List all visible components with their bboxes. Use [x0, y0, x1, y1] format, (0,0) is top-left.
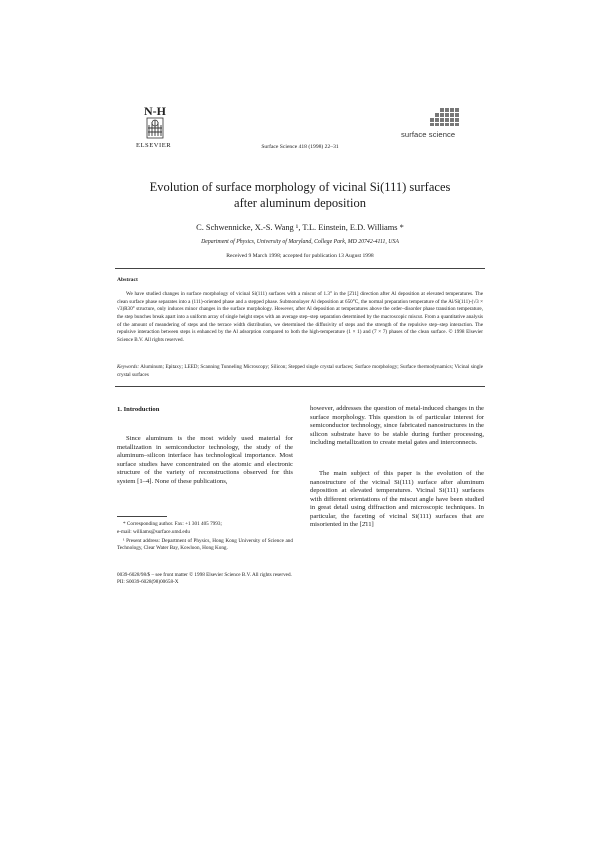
- received-dates: Received 9 March 1998; accepted for publication 13 August 1998: [226, 253, 374, 259]
- north-holland-logo-icon: [138, 103, 172, 143]
- affiliation: Department of Physics, University of Maryland, College Park, MD 20742-4111, USA: [201, 239, 399, 245]
- keywords-list: Aluminum; Epitaxy; LEED; Scanning Tunneling Microscopy; Silicon; Stepped single crystal surfaces; Surface morphology; Surface thermodynamics; Vicinal single crystal surfaces: [117, 364, 483, 378]
- keywords-label: Keywords:: [117, 364, 140, 370]
- footnote-corresponding: * Corresponding author. Fax: +1 301 405 7993;: [123, 521, 222, 527]
- footnote-email: e-mail: williams@surface.umd.edu: [117, 529, 190, 535]
- footnote-present-address: ¹ Present address: Department of Physics, Hong Kong University of Science and Technology, Clear Water Bay, Kowloon, Hong Kong.: [117, 538, 293, 551]
- body-paragraph: The main subject of this paper is the evolution of the nanostructure of the vicinal Si(111) surface after aluminum deposition at elevated temperatures. Vicinal Si(111) surfaces with different orientations of the miscut angle have been studied in great detail using diffraction and microscopic techniques. In particular, the faceting of vicinal Si(111) surfaces that are misoriented in the [2̄11]: [310, 470, 484, 529]
- body-paragraph: however, addresses the question of metal-induced changes in the surface morphology. This question is of particular interest for semiconductor technology, since fabricated nanostructures in the silicon substrate have to be stable during further processing, including metallization to create metal gates and interconnects.: [310, 405, 484, 447]
- body-paragraph: Since aluminum is the most widely used material for metallization in semiconductor technology, the study of the aluminum–silicon interface has technological importance. Most surface studies have concentrated on the atomic and electronic structure of the variety of reconstructions observed for this system [1–4]. None of these publications,: [117, 435, 293, 485]
- publisher-mark-text: N-H: [144, 104, 166, 118]
- abstract-text: We have studied changes in surface morphology of vicinal Si(111) surfaces with a miscut of 1.3° in the [2̄11] direction after Al deposition at elevated temperatures. The clean surface phase separates into a (111)-oriented phase and a stepped phase. Submonolayer Al deposition at 650°C, the normal preparation temperature of the Al/Si(111)-(√3 × √3)R30° structure, only induces minor changes in the surface morphology. However, after Al deposition at temperatures above the order–disorder phase transition temperature, the step bunches break apart into a uniform array of single height steps with an average step–step separation determined by the macroscopic miscut. From a quantitative analysis of the amount of meandering of steps and the terrace width distribution, we determined the diffusivity of steps and the strength of the repulsive step–step interaction. The repulsive interaction between steps is enhanced by the Al adsorption compared to both the high-temperature (1 × 1) and (7 × 7) phases of the clean surface. © 1998 Elsevier Science B.V. All rights reserved.: [117, 291, 483, 343]
- author-list: C. Schwennicke, X.-S. Wang ¹, T.L. Einstein, E.D. Williams *: [196, 223, 404, 232]
- copyright-line: 0039-6028/98/$ – see front matter © 1998 Elsevier Science B.V. All rights reserved.: [117, 572, 292, 578]
- divider: [115, 268, 485, 269]
- publisher-name: ELSEVIER: [136, 142, 172, 149]
- section-heading: 1. Introduction: [117, 406, 160, 413]
- title-line: Evolution of surface morphology of vicinal Si(111) surfaces: [149, 180, 451, 194]
- journal-logo-text: surface science: [401, 130, 456, 139]
- footnote-divider: [117, 516, 167, 517]
- title-line: after aluminum deposition: [234, 195, 366, 210]
- abstract-heading: Abstract: [117, 277, 138, 283]
- keywords: [117, 364, 483, 379]
- pii-line: PII: S0039-6028(98)00658-X: [117, 579, 179, 586]
- surface-science-logo-icon: [404, 106, 462, 148]
- copyright-block: [117, 572, 292, 586]
- paper-title: [140, 180, 460, 211]
- divider: [115, 386, 485, 387]
- journal-reference: Surface Science 418 (1998) 22–31: [261, 144, 339, 150]
